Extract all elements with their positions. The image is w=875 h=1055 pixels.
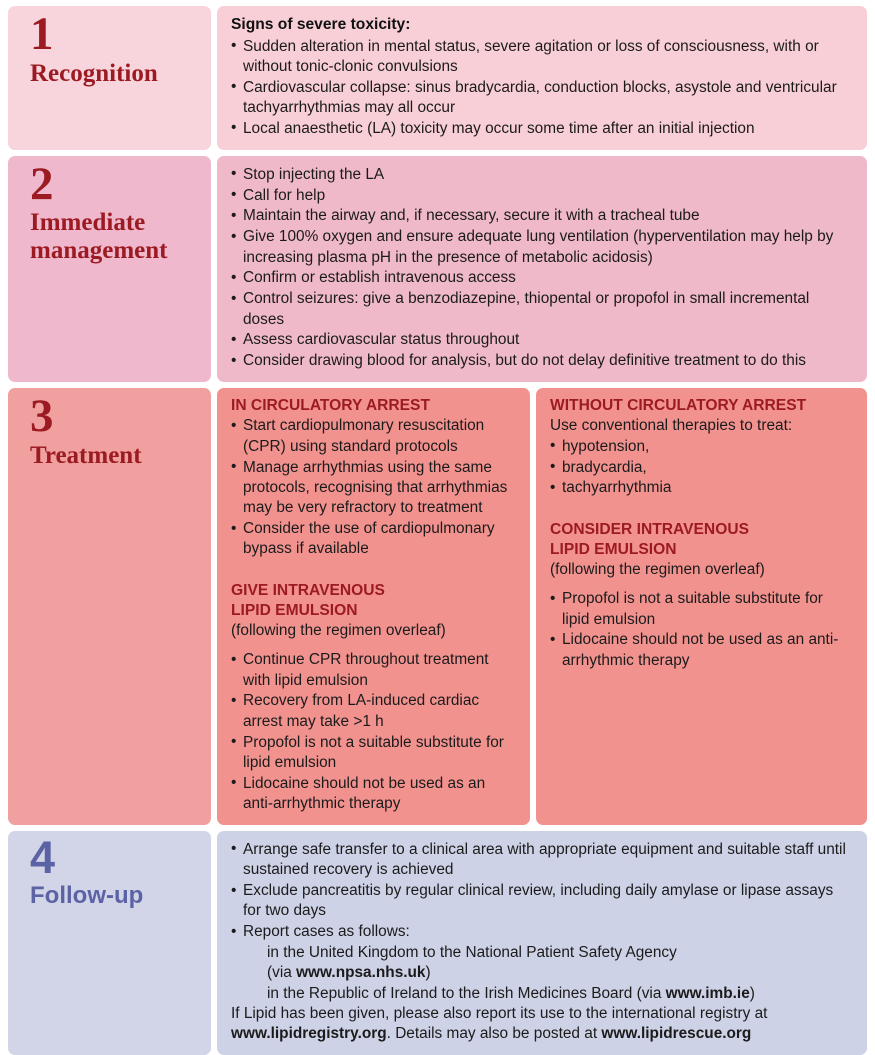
report-uk-line: in the United Kingdom to the National Patient Safety Agency: [267, 944, 677, 962]
section-immediate-management: [8, 156, 867, 382]
section-label-treatment: [8, 388, 211, 825]
list-item: • Local anaesthetic (LA) toxicity may occur some time after an initial injection: [231, 119, 853, 139]
lipid-emulsion-heading-line1: CONSIDER INTRAVENOUS: [550, 521, 749, 539]
section-label-immediate-management: [8, 156, 211, 382]
section-follow-up: [8, 831, 867, 1055]
registry-note-line2: [231, 1024, 853, 1044]
treatment-column-circulatory-arrest: [217, 388, 530, 825]
circulatory-arrest-bullet-list: [231, 416, 516, 559]
spacer: [231, 641, 516, 650]
list-item: • Stop injecting the LA: [231, 165, 853, 185]
recognition-bullet-list: [231, 37, 853, 140]
list-item: • Recovery from LA-induced cardiac arrest may take >1 h: [231, 691, 516, 732]
section-content-immediate-management: [217, 156, 867, 382]
list-item: • Start cardiopulmonary resuscitation (CPR) using standard protocols: [231, 416, 516, 457]
list-item: • Give 100% oxygen and ensure adequate lung ventilation (hyperventilation may help by increasing plasma pH in the presence of metabolic acidosis): [231, 227, 853, 268]
list-item: • Propofol is not a suitable substitute for lipid emulsion: [550, 589, 853, 630]
ireland-prefix: in the Republic of Ireland to the Irish Medicines Board (via: [267, 984, 666, 1002]
lipid-emulsion-heading-line2: LIPID EMULSION: [231, 601, 358, 619]
registry-note-line1: If Lipid has been given, please also report its use to the international registry at: [231, 1005, 768, 1023]
list-item: • Confirm or establish intravenous access: [231, 268, 853, 288]
column-heading: IN CIRCULATORY ARREST: [231, 397, 430, 414]
list-item: • Propofol is not a suitable substitute for lipid emulsion: [231, 733, 516, 774]
list-item: • Assess cardiovascular status throughout: [231, 330, 853, 350]
npsa-url: www.npsa.nhs.uk: [296, 964, 426, 982]
list-item: • Lidocaine should not be used as an anti-arrhythmic therapy: [231, 774, 516, 815]
list-item: • tachyarrhythmia: [550, 478, 853, 498]
list-item: • Exclude pancreatitis by regular clinical review, including daily amylase or lipase assays for two days: [231, 881, 853, 922]
lipid-emulsion-bullet-list: [550, 589, 853, 671]
list-item: • Manage arrhythmias using the same protocols, recognising that arrhythmias may be very refractory to treatment: [231, 458, 516, 519]
spacer: [550, 580, 853, 589]
list-item: • Control seizures: give a benzodiazepine, thiopental or propofol in small incremental doses: [231, 289, 853, 330]
section-label-recognition: [8, 6, 211, 150]
section-content-recognition: [217, 6, 867, 150]
step-title: Follow-up: [30, 881, 144, 909]
treatment-columns: [217, 388, 867, 825]
ireland-suffix: ): [749, 984, 755, 1002]
list-item: • Consider the use of cardiopulmonary bypass if available: [231, 519, 516, 560]
step-title: Recognition: [30, 59, 158, 87]
lipid-emulsion-heading-line1: GIVE INTRAVENOUS: [231, 582, 385, 600]
conventional-therapies-bullet-list: [550, 437, 853, 499]
lipidregistry-url: www.lipidregistry.org: [231, 1025, 387, 1043]
list-item: • Consider drawing blood for analysis, but do not delay definitive treatment to do this: [231, 351, 853, 371]
step-number: 2: [30, 157, 54, 210]
list-item: • Lidocaine should not be used as an anti-arrhythmic therapy: [550, 630, 853, 671]
section-content-follow-up: [217, 831, 867, 1055]
list-item: • Arrange safe transfer to a clinical area with appropriate equipment and suitable staff until sustained recovery is achieved: [231, 840, 853, 881]
imb-url: www.imb.ie: [665, 984, 750, 1002]
list-item: • Call for help: [231, 186, 853, 206]
list-item: • bradycardia,: [550, 458, 853, 478]
step-number: 3: [30, 390, 54, 442]
report-ireland-line: [267, 984, 853, 1004]
step-title: Treatment: [30, 441, 142, 469]
list-item: • Sudden alteration in mental status, severe agitation or loss of consciousness, with or without tonic-clonic convulsions: [231, 37, 853, 78]
step-title: Immediate management: [30, 209, 168, 264]
list-item: • Maintain the airway and, if necessary, secure it with a tracheal tube: [231, 206, 853, 226]
registry-middle-text: . Details may also be posted at: [386, 1025, 602, 1043]
immediate-management-bullet-list: [231, 165, 853, 372]
spacer: [550, 499, 853, 521]
spacer: [231, 560, 516, 582]
list-item: • Continue CPR throughout treatment with lipid emulsion: [231, 650, 516, 691]
list-item: • Report cases as follows:: [231, 922, 853, 942]
regimen-note: (following the regimen overleaf): [231, 621, 446, 639]
section-recognition: [8, 6, 867, 150]
list-item: • Cardiovascular collapse: sinus bradycardia, conduction blocks, asystole and ventricular tachyarrhythmias may all occur: [231, 78, 853, 119]
lipid-emulsion-heading-line2: LIPID EMULSION: [550, 540, 677, 558]
via-prefix: (via: [267, 964, 297, 982]
list-item: • hypotension,: [550, 437, 853, 457]
conventional-therapies-intro: Use conventional therapies to treat:: [550, 417, 793, 435]
column-heading: WITHOUT CIRCULATORY ARREST: [550, 397, 807, 414]
via-suffix: ): [425, 964, 431, 982]
section-treatment: [8, 388, 867, 825]
treatment-column-without-circulatory-arrest: [536, 388, 867, 825]
signs-heading: Signs of severe toxicity:: [231, 16, 411, 33]
report-uk-url-line: [267, 963, 853, 983]
lipidrescue-url: www.lipidrescue.org: [601, 1025, 752, 1043]
lipid-emulsion-bullet-list: [231, 650, 516, 814]
follow-up-bullet-list: [231, 840, 853, 943]
regimen-note: (following the regimen overleaf): [550, 560, 765, 578]
step-number: 4: [30, 831, 56, 883]
step-number: 1: [30, 8, 54, 60]
section-label-follow-up: [8, 831, 211, 1055]
